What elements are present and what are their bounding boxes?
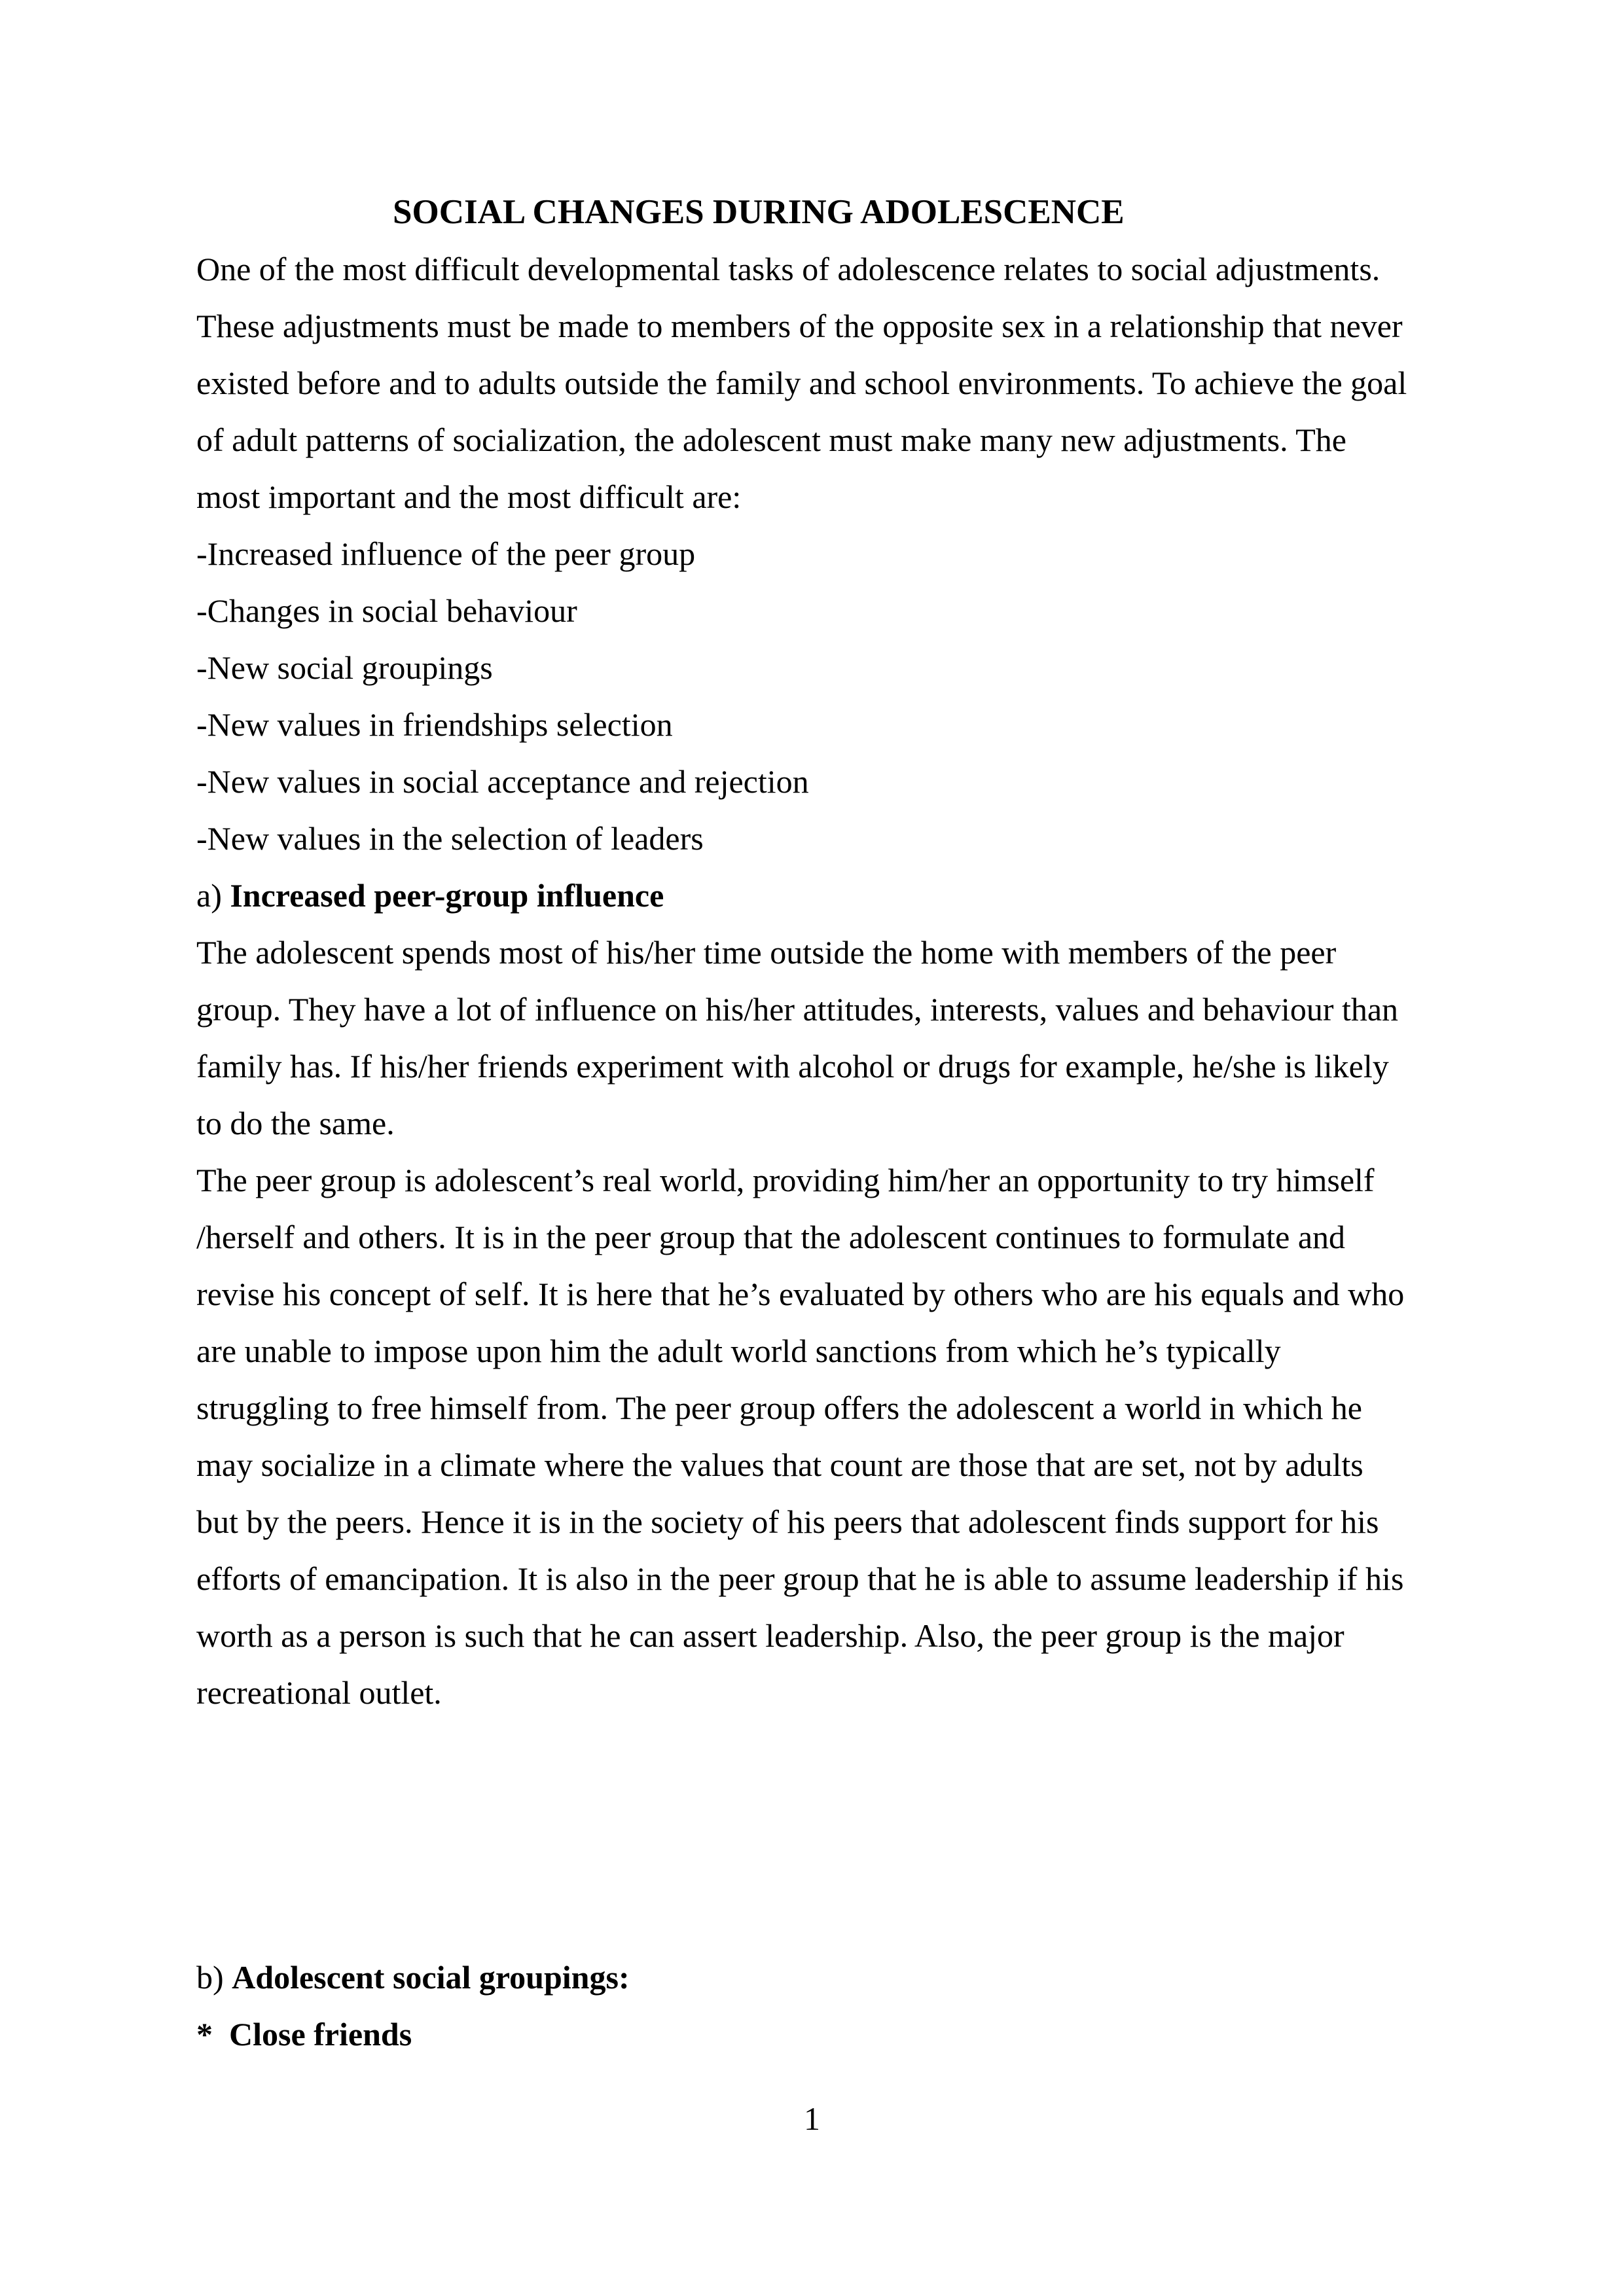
text-line [196, 753, 1443, 810]
blank-line [196, 1721, 1443, 1778]
text-line [196, 981, 1443, 1038]
text-line [196, 1949, 1443, 2006]
text-run: but by the peers. Hence it is in the society of his peers that adolescent finds support for his [196, 1503, 1379, 1540]
text-line [196, 1494, 1443, 1551]
text-run: -Changes in social behaviour [196, 592, 577, 629]
bold-text-run: Adolescent social groupings: [232, 1959, 630, 1996]
text-line [196, 924, 1443, 981]
text-run: to do the same. [196, 1105, 395, 1141]
text-line [196, 1551, 1443, 1607]
text-run: may socialize in a climate where the values that count are those that are set, not by adults [196, 1446, 1363, 1483]
text-line [196, 1038, 1443, 1095]
text-run: -New social groupings [196, 649, 493, 686]
text-run: These adjustments must be made to members of the opposite sex in a relationship that never [196, 308, 1403, 344]
text-line [196, 639, 1443, 696]
text-run: most important and the most difficult are: [196, 478, 742, 515]
text-run: The adolescent spends most of his/her time outside the home with members of the peer [196, 934, 1337, 971]
text-run: -New values in social acceptance and rejection [196, 763, 809, 800]
bold-text-run: Increased peer-group influence [230, 877, 664, 914]
text-run: of adult patterns of socialization, the adolescent must make many new adjustments. The [196, 422, 1346, 458]
text-line [196, 1607, 1443, 1664]
text-line [196, 810, 1443, 867]
text-run: group. They have a lot of influence on his/her attitudes, interests, values and behaviour than [196, 991, 1399, 1028]
text-run: existed before and to adults outside the family and school environments. To achieve the goal [196, 365, 1407, 401]
text-run: revise his concept of self. It is here that he’s evaluated by others who are his equals and who [196, 1276, 1405, 1312]
document-title [196, 184, 1443, 241]
text-run: recreational outlet. [196, 1674, 442, 1711]
text-run: The peer group is adolescent’s real world, providing him/her an opportunity to try himself [196, 1162, 1375, 1198]
document-content [196, 184, 1443, 2063]
bold-text-run: * Close friends [196, 2016, 412, 2053]
text-run: -New values in the selection of leaders [196, 820, 704, 857]
text-line [196, 241, 1443, 298]
blank-line [196, 1892, 1443, 1949]
blank-line [196, 1835, 1443, 1892]
text-line [196, 355, 1443, 412]
text-run: family has. If his/her friends experiment with alcohol or drugs for example, he/she is likely [196, 1048, 1389, 1085]
text-run: /herself and others. It is in the peer group that the adolescent continues to formulate and [196, 1219, 1346, 1255]
text-line [196, 1380, 1443, 1437]
text-line [196, 867, 1443, 924]
text-line [196, 1266, 1443, 1323]
text-line [196, 469, 1443, 526]
text-run: efforts of emancipation. It is also in the peer group that he is able to assume leadership if his [196, 1560, 1404, 1597]
text-run: worth as a person is such that he can assert leadership. Also, the peer group is the major [196, 1617, 1344, 1654]
text-line [196, 1095, 1443, 1152]
text-line [196, 1152, 1443, 1209]
text-line [196, 412, 1443, 469]
text-run: are unable to impose upon him the adult world sanctions from which he’s typically [196, 1333, 1281, 1369]
text-run: One of the most difficult developmental tasks of adolescence relates to social adjustments. [196, 251, 1380, 287]
text-line [196, 526, 1443, 583]
text-run: struggling to free himself from. The peer group offers the adolescent a world in which he [196, 1390, 1362, 1426]
text-run: -Increased influence of the peer group [196, 535, 696, 572]
text-line [196, 1323, 1443, 1380]
text-line [196, 1664, 1443, 1721]
text-line [196, 2006, 1443, 2063]
text-run: b) [196, 1959, 232, 1996]
text-line [196, 1437, 1443, 1494]
bold-text-run: SOCIAL CHANGES DURING ADOLESCENCE [393, 193, 1125, 231]
text-line [196, 696, 1443, 753]
text-run: a) [196, 877, 230, 914]
text-line [196, 1209, 1443, 1266]
text-run: -New values in friendships selection [196, 706, 673, 743]
blank-line [196, 1778, 1443, 1835]
text-line [196, 298, 1443, 355]
page-number: 1 [804, 2100, 820, 2137]
text-line [196, 583, 1443, 639]
